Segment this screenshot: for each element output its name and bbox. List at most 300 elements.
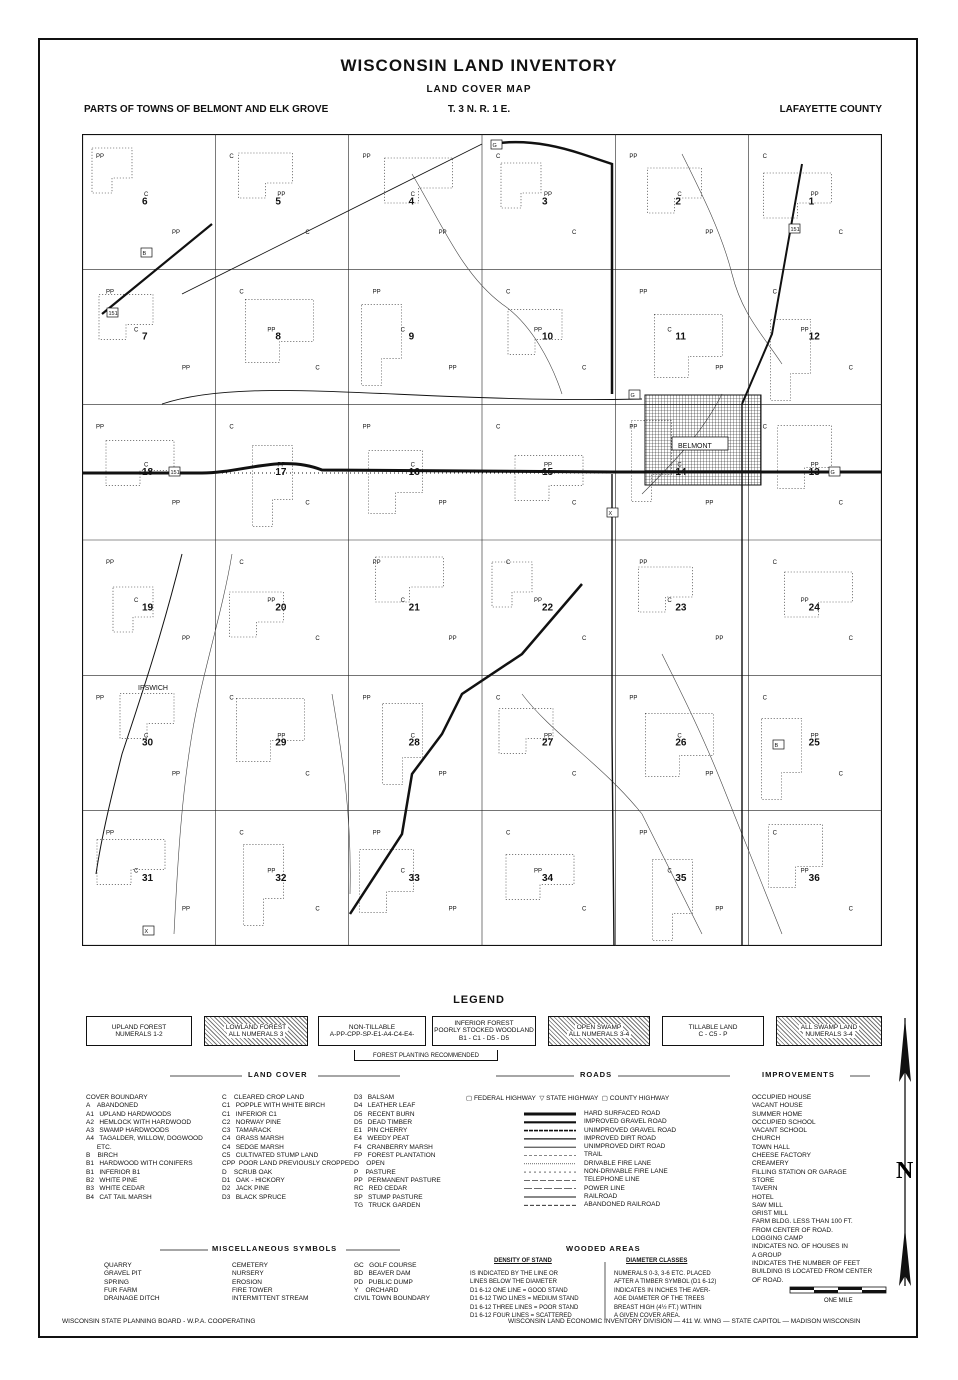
cover-code: PP: [362, 695, 371, 702]
legend-entry: D1 6-12 ONE LINE = GOOD STAND: [470, 1287, 568, 1294]
highway-marker-label: B: [774, 743, 779, 749]
cover-code: PP: [277, 462, 286, 469]
cover-code: C: [496, 695, 501, 702]
legend-entry: SPRING: [104, 1278, 129, 1286]
section-number: 8: [275, 331, 281, 343]
cover-code: PP: [705, 771, 714, 778]
legend-entry: STORE: [752, 1176, 775, 1184]
legend-entry: OF ROAD.: [752, 1276, 784, 1284]
highway-marker-label: G: [830, 470, 835, 476]
cover-code: C: [677, 192, 682, 198]
misc-column-2: [232, 1262, 308, 1303]
legend-entry: CEMETERY: [232, 1262, 268, 1269]
map-title: WISCONSIN LAND INVENTORY: [340, 56, 618, 75]
legend-entry: C5 CULTIVATED STUMP LAND: [222, 1152, 319, 1160]
legend-entry: D1 6-12 THREE LINES = POOR STAND: [470, 1304, 579, 1311]
cover-code: PP: [534, 868, 543, 875]
cover-code: C: [762, 695, 768, 702]
cover-code: C: [848, 636, 854, 642]
legend-entry: B3 WHITE CEDAR: [86, 1185, 145, 1193]
legend-entry: C4 SEDGE MARSH: [222, 1143, 284, 1151]
section-number: 10: [542, 331, 554, 343]
misc-heading: MISCELLANEOUS SYMBOLS: [212, 1244, 338, 1253]
cover-code: C: [677, 733, 682, 740]
cover-code: C: [772, 560, 778, 566]
legend-box-sub: POORLY STOCKED WOODLAND: [434, 1027, 534, 1035]
legend-entry: E4 WEEDY PEAT: [354, 1135, 410, 1143]
road-types-list: [584, 1110, 676, 1210]
cover-code: PP: [372, 560, 381, 566]
cover-code: PP: [372, 830, 381, 837]
cover-code: PP: [715, 365, 724, 372]
legend-entry: B2 WHITE PINE: [86, 1176, 138, 1184]
section-number: 20: [275, 602, 287, 614]
cover-code: C: [410, 192, 416, 198]
highway-marker-label: X: [144, 929, 149, 935]
cover-code: PP: [372, 289, 381, 296]
legend-entry: EROSION: [232, 1278, 262, 1286]
legend-entry: SP STUMP PASTURE: [354, 1193, 423, 1201]
legend-entry: D SCRUB OAK: [222, 1168, 273, 1176]
legend-entry: UNIMPROVED GRAVEL ROAD: [584, 1126, 677, 1134]
legend-entry: A ABANDONED: [86, 1102, 139, 1110]
legend-entry: D2 JACK PINE: [222, 1185, 270, 1193]
legend-entry: FUR FARM: [104, 1286, 138, 1294]
legend-lowland-forest: [204, 1016, 308, 1046]
section-number: 33: [408, 873, 420, 885]
diameter-heading: DIAMETER CLASSES: [626, 1258, 688, 1264]
cover-code: C: [677, 462, 682, 469]
towns-label: PARTS OF TOWNS OF BELMONT AND ELK GROVE: [84, 104, 329, 115]
cover-code: PP: [96, 695, 105, 702]
cover-code: C: [582, 365, 587, 372]
section-number: 28: [408, 737, 420, 749]
legend-non-tillable: [318, 1016, 426, 1046]
section-number: 26: [675, 737, 687, 749]
cover-code: PP: [448, 636, 457, 642]
cover-code: PP: [172, 230, 181, 236]
map-subtitle: LAND COVER MAP: [426, 84, 532, 95]
cover-code: PP: [629, 424, 638, 431]
cover-code: PP: [639, 830, 648, 837]
legend-entry: INDICATES THE NUMBER OF FEET: [752, 1259, 861, 1267]
land-cover-map: [82, 134, 882, 946]
legend-entry: FILLING STATION OR GARAGE: [752, 1168, 847, 1176]
legend-entry: CHEESE FACTORY: [752, 1152, 811, 1160]
cover-code: C: [239, 289, 244, 296]
cover-code: PP: [182, 906, 191, 913]
wooded-divider: [604, 1262, 606, 1320]
legend-entry: AFTER A TIMBER SYMBOL (D1 6-12): [614, 1279, 717, 1286]
cover-code: PP: [96, 154, 105, 160]
highway-marker-label: 151: [790, 227, 800, 233]
footer-right: WISCONSIN LAND ECONOMIC INVENTORY DIVISION — 411 W. WING — STATE CAPITOL — MADISON WISCONSIN: [508, 1318, 861, 1325]
cover-code: PP: [182, 365, 191, 372]
legend-title: LEGEND: [453, 994, 505, 1006]
legend-entry: DRAINAGE DITCH: [104, 1295, 160, 1303]
legend-entry: IMPROVED GRAVEL ROAD: [584, 1118, 667, 1126]
land-cover-heading: LAND COVER: [248, 1070, 308, 1079]
cover-code: PP: [267, 598, 276, 604]
cover-code: C: [229, 424, 234, 431]
federal-highway-label: FEDERAL HIGHWAY: [473, 1095, 536, 1102]
cover-code: C: [305, 500, 310, 507]
legend-entry: AGE DIAMETER OF THE TREES: [614, 1296, 705, 1303]
legend-upland-forest: [86, 1016, 192, 1046]
legend-entry: B4 CAT TAIL MARSH: [86, 1193, 152, 1201]
section-number: 18: [142, 467, 154, 479]
cover-code: PP: [639, 560, 648, 566]
heading-rules: [170, 1074, 890, 1078]
section-number: 31: [142, 873, 154, 885]
cover-code: C: [667, 327, 672, 334]
section-number: 24: [808, 602, 820, 614]
legend-entry: GC GOLF COURSE: [354, 1262, 417, 1269]
legend-entry: COVER BOUNDARY: [86, 1094, 148, 1101]
cover-code: PP: [715, 906, 724, 913]
legend-open-swamp: [548, 1016, 650, 1046]
legend-entry: B BIRCH: [86, 1152, 118, 1160]
legend-entry: TELEPHONE LINE: [584, 1176, 640, 1184]
federal-highway-marker: ▢: [466, 1095, 474, 1102]
legend-entry: SUMMER HOME: [752, 1110, 803, 1118]
cover-code: C: [582, 906, 587, 913]
legend-entry: IS INDICATED BY THE LINE OR: [470, 1271, 559, 1277]
section-number: 7: [142, 331, 148, 343]
cover-code: C: [667, 598, 672, 604]
legend-entry: A4 TAGALDER, WILLOW, DOGWOOD: [86, 1135, 203, 1143]
cover-code: PP: [267, 868, 276, 875]
legend-entry: GRAVEL PIT: [104, 1270, 142, 1278]
legend-entry: D1 6-12 FOUR LINES = SCATTERED: [470, 1313, 572, 1320]
legend-entry: CPP POOR LAND PREVIOUSLY CROPPED: [222, 1160, 354, 1168]
legend-entry: C4 GRASS MARSH: [222, 1135, 284, 1143]
cover-code: C: [134, 327, 139, 334]
county-highway-label: COUNTY HIGHWAY: [609, 1095, 670, 1102]
section-number: 25: [808, 737, 820, 749]
section-number: 30: [142, 737, 154, 749]
cover-code: C: [838, 771, 844, 778]
section-number: 1: [808, 196, 815, 208]
state-highway-marker: ▽: [539, 1095, 547, 1102]
legend-entry: OCCUPIED HOUSE: [752, 1094, 812, 1101]
legend-entry: A2 HEMLOCK WITH HARDWOOD: [86, 1118, 192, 1126]
section-number: 11: [675, 331, 686, 343]
cover-code: PP: [544, 192, 553, 198]
cover-code: C: [229, 695, 234, 702]
north-arrow: [888, 1018, 922, 1288]
cover-code: C: [762, 154, 768, 160]
legend-entry: RC RED CEDAR: [354, 1185, 408, 1193]
legend-entry: OCCUPIED SCHOOL: [752, 1118, 816, 1126]
legend-entry: LINES BELOW THE DIAMETER: [470, 1279, 557, 1286]
cover-code: C: [239, 560, 244, 566]
township-label: T. 3 N. R. 1 E.: [447, 104, 511, 115]
section-number: 9: [408, 331, 415, 343]
scale-bar: [780, 1286, 894, 1308]
cover-code: PP: [534, 327, 543, 334]
section-number: 36: [808, 873, 820, 885]
improvements-list: [752, 1094, 872, 1285]
section-number: 35: [675, 873, 687, 885]
legend-entry: C1 INFERIOR C1: [222, 1110, 277, 1118]
cover-code: PP: [438, 230, 447, 236]
scale-label: ONE MILE: [824, 1298, 853, 1304]
section-number: 5: [275, 196, 281, 208]
legend-entry: DRIVABLE FIRE LANE: [584, 1159, 652, 1167]
forest-planting-note: FOREST PLANTING RECOMMENDED: [354, 1050, 498, 1061]
belmont-village: [645, 395, 761, 485]
wooded-areas-heading: WOODED AREAS: [566, 1244, 641, 1253]
highway-marker-label: 151: [108, 311, 118, 317]
cover-code: PP: [810, 733, 819, 740]
cover-code: PP: [362, 154, 371, 160]
cover-code: PP: [182, 636, 191, 642]
legend-entry: LOGGING CAMP: [752, 1235, 803, 1243]
cover-code: PP: [106, 830, 115, 837]
legend-entry: POWER LINE: [584, 1184, 625, 1192]
cover-code: C: [315, 365, 320, 372]
legend-entry: NON-DRIVABLE FIRE LANE: [584, 1168, 668, 1176]
legend-entry: RAILROAD: [584, 1192, 618, 1200]
cover-code: PP: [438, 771, 447, 778]
highway-marker-label: G: [630, 393, 635, 399]
county-label: LAFAYETTE COUNTY: [779, 104, 882, 115]
density-notes: [470, 1270, 579, 1320]
cover-code: C: [772, 289, 778, 296]
legend-entry: TRAIL: [584, 1151, 603, 1159]
legend-entry: B1 HARDWOOD WITH CONIFERS: [86, 1160, 193, 1168]
cover-code: PP: [544, 462, 553, 469]
legend-entry: INDICATES IN INCHES THE AVER-: [614, 1287, 711, 1294]
legend-entry: VACANT SCHOOL: [752, 1127, 808, 1135]
cover-code: PP: [629, 154, 638, 160]
legend-entry: D3 BALSAM: [354, 1094, 395, 1101]
legend-entry: BUILDING IS LOCATED FROM CENTER: [752, 1268, 873, 1276]
county-highway-marker: ▢: [601, 1095, 610, 1102]
legend-entry: D5 RECENT BURN: [354, 1110, 415, 1118]
cover-code: C: [305, 771, 310, 778]
cover-code: PP: [267, 327, 276, 334]
legend-entry: INTERMITTENT STREAM: [232, 1295, 309, 1303]
cover-code: PP: [448, 906, 457, 913]
section-number: 19: [142, 602, 154, 614]
legend-entry: HARD SURFACED ROAD: [584, 1110, 661, 1117]
legend-entry: TAVERN: [752, 1185, 778, 1193]
section-number: 21: [408, 602, 420, 614]
legend-entry: IMPROVED DIRT ROAD: [584, 1134, 656, 1142]
place-label: BELMONT: [678, 443, 712, 450]
section-number: 17: [275, 467, 287, 479]
legend-entry: PP PERMANENT PASTURE: [354, 1176, 441, 1184]
section-number: 6: [142, 196, 148, 208]
improvements-heading: IMPROVEMENTS: [762, 1070, 835, 1079]
misc-column-1: [104, 1262, 160, 1303]
cover-code: C: [400, 327, 406, 334]
cover-code: C: [496, 424, 501, 431]
legend-entry: A GROUP: [752, 1251, 782, 1259]
cover-code: C: [400, 868, 406, 875]
cover-code: C: [496, 154, 501, 160]
cover-code: C: [582, 636, 587, 642]
legend-entry: C CLEARED CROP LAND: [222, 1094, 305, 1101]
legend-entry: C2 NORWAY PINE: [222, 1118, 281, 1126]
section-number: 2: [675, 196, 681, 208]
legend-box-sub: ALL NUMERALS 3-4: [568, 1031, 630, 1038]
legend-entry: D5 DEAD TIMBER: [354, 1118, 413, 1126]
legend-entry: E1 PIN CHERRY: [354, 1127, 408, 1135]
cover-code: C: [572, 771, 577, 778]
cover-code: PP: [629, 695, 638, 702]
legend-entry: FROM CENTER OF ROAD.: [752, 1226, 833, 1234]
legend-entry: FP FOREST PLANTATION: [354, 1152, 436, 1160]
cover-code: C: [144, 733, 149, 740]
cover-code: PP: [106, 560, 115, 566]
legend-entry: CREAMERY: [752, 1160, 789, 1168]
legend-inferior-forest: [432, 1016, 536, 1046]
north-label: N: [896, 1158, 914, 1184]
legend-entry: ABANDONED RAILROAD: [584, 1201, 661, 1209]
cover-code: C: [848, 365, 854, 372]
cover-code: C: [305, 230, 310, 236]
legend-entry: ETC.: [86, 1143, 112, 1151]
section-number: 22: [542, 602, 554, 614]
section-number: 16: [408, 467, 420, 479]
cover-code: PP: [800, 868, 809, 875]
legend-entry: GRIST MILL: [752, 1210, 789, 1218]
cover-code: C: [762, 424, 768, 431]
section-number: 23: [675, 602, 687, 614]
legend-entry: INDICATES NO. OF HOUSES IN: [752, 1243, 848, 1251]
legend-entry: CIVIL TOWN BOUNDARY: [354, 1295, 430, 1303]
cover-code: PP: [448, 365, 457, 372]
legend-entry: D1 OAK - HICKORY: [222, 1176, 285, 1184]
legend-box-label: NON-TILLABLE: [348, 1023, 396, 1031]
legend-box-label: INFERIOR FOREST: [454, 1019, 514, 1027]
cover-code: C: [838, 500, 844, 507]
legend-tillable-land: [662, 1016, 764, 1046]
legend-entry: B1 INFERIOR B1: [86, 1168, 141, 1176]
cover-code: PP: [362, 424, 371, 431]
cover-code: C: [838, 230, 844, 236]
legend-box-label: UPLAND FOREST: [111, 1023, 167, 1031]
roads-heading: ROADS: [580, 1070, 613, 1079]
cover-code: PP: [800, 598, 809, 604]
cover-code: C: [134, 868, 139, 875]
cover-code: C: [667, 868, 672, 875]
cover-code: PP: [106, 289, 115, 296]
cover-code: PP: [172, 500, 181, 507]
legend-entry: TG TRUCK GARDEN: [354, 1201, 421, 1209]
section-number: 13: [808, 467, 820, 479]
section-number: 15: [542, 467, 554, 479]
legend-entry: SAW MILL: [752, 1201, 783, 1209]
misc-rules: [160, 1248, 460, 1252]
density-heading: DENSITY OF STAND: [494, 1258, 552, 1264]
section-number: 14: [675, 467, 687, 479]
legend-box-label: ALL SWAMP LAND: [800, 1023, 858, 1031]
cover-code: C: [410, 462, 416, 469]
legend-box-sub: A-PP-CPP-SP-E1-A4-C4-E4-: [329, 1031, 415, 1038]
legend-entry: C1 POPPLE WITH WHITE BIRCH: [222, 1102, 325, 1110]
cover-code: C: [506, 560, 511, 566]
legend-entry: BREAST HIGH (4½ FT.) WITHIN: [614, 1304, 702, 1311]
cover-code: PP: [810, 462, 819, 469]
place-label: IPSWICH: [138, 685, 168, 692]
diameter-notes: [614, 1270, 716, 1320]
road-markers: [466, 1094, 669, 1102]
legend-entry: CHURCH: [752, 1135, 781, 1143]
section-number: 4: [408, 196, 415, 208]
legend-entry: FIRE TOWER: [232, 1286, 273, 1294]
cover-code: C: [400, 598, 406, 604]
cover-code: C: [410, 733, 416, 740]
cover-code: PP: [172, 771, 181, 778]
legend-box-sub: ALL NUMERALS 3: [228, 1031, 284, 1038]
highway-marker-label: G: [492, 143, 497, 149]
cover-code: C: [315, 636, 320, 642]
legend-box-label: TILLABLE LAND: [688, 1023, 738, 1031]
road-symbols: [520, 1110, 580, 1210]
legend-box-label: LOWLAND FOREST: [225, 1023, 287, 1031]
footer-left: WISCONSIN STATE PLANNING BOARD - W.P.A. COOPERATING: [62, 1318, 256, 1325]
cover-code: PP: [810, 192, 819, 198]
land-cover-column-2: [222, 1094, 354, 1202]
legend-entry: VACANT HOUSE: [752, 1102, 803, 1110]
cover-code: PP: [277, 733, 286, 740]
legend-entry: D3 BLACK SPRUCE: [222, 1193, 286, 1201]
legend-entry: F4 CRANBERRY MARSH: [354, 1143, 433, 1151]
legend-box-label: OPEN SWAMP: [576, 1023, 622, 1031]
cover-code: PP: [277, 192, 286, 198]
legend-entry: A GIVEN COVER AREA.: [614, 1313, 681, 1320]
legend-entry: P PASTURE: [354, 1168, 396, 1176]
cover-code: PP: [639, 289, 648, 296]
cover-code: C: [229, 154, 234, 160]
section-number: 34: [542, 873, 554, 885]
cover-code: PP: [544, 733, 553, 740]
cover-code: C: [506, 830, 511, 837]
legend-all-swamp-land: [776, 1016, 882, 1046]
cover-code: C: [572, 230, 577, 236]
cover-code: PP: [705, 230, 714, 236]
legend-box-sub: NUMERALS 3-4: [805, 1031, 853, 1038]
cover-code: C: [572, 500, 577, 507]
cover-code: C: [144, 192, 149, 198]
cover-code: PP: [800, 327, 809, 334]
section-number: 12: [808, 331, 820, 343]
state-highway-label: STATE HIGHWAY: [546, 1095, 599, 1102]
cover-code: PP: [96, 424, 105, 431]
cover-code: C: [315, 906, 320, 913]
cover-code: PP: [438, 500, 447, 507]
legend-entry: A3 SWAMP HARDWOODS: [86, 1127, 170, 1135]
legend-entry: NUMERALS 0-3, 3-6 ETC. PLACED: [614, 1271, 711, 1277]
cover-code: C: [506, 289, 511, 296]
legend-box-sub: C - C5 - P: [698, 1031, 728, 1038]
legend-entry: HOTEL: [752, 1193, 774, 1201]
cover-code: C: [239, 830, 244, 837]
highway-marker-label: B: [142, 251, 147, 257]
section-number: 27: [542, 737, 554, 749]
section-number: 32: [275, 873, 287, 885]
cover-code: PP: [534, 598, 543, 604]
legend-entry: D4 LEATHER LEAF: [354, 1102, 416, 1110]
legend-box-sub: B1 - C1 - D5 - D5: [458, 1034, 510, 1042]
land-cover-column-3: [354, 1094, 441, 1210]
legend-entry: Y ORCHARD: [354, 1286, 399, 1294]
cover-code: C: [772, 830, 778, 837]
